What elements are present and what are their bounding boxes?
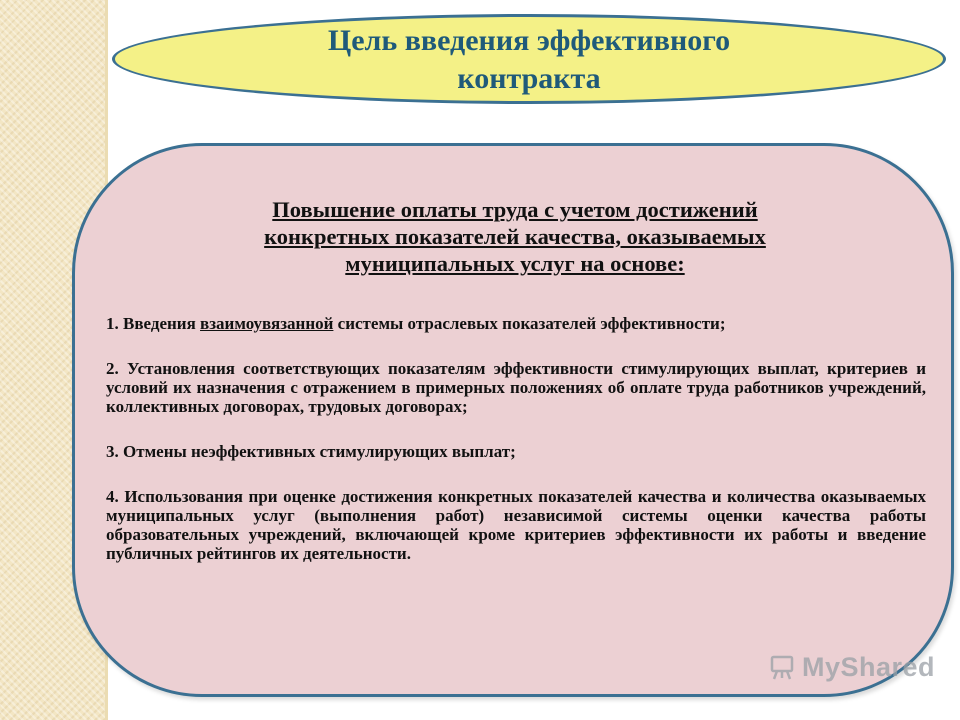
items-list [106,314,926,589]
watermark-text: MyShared [802,652,936,682]
list-item-1-before: 1. Введения [106,314,201,333]
list-item-4: 4. Использования при оценке достижения конкретных показателей качества и количества оказываемых муниципальных услуг (выполнения работ) независимой системы оценки качества работы образовательных учреждений, включающей кроме критериев эффективности их работы и введение публичных рейтингов их деятельности. [106,487,926,563]
list-item-1-underlined: взаимоувязанной [200,314,334,333]
presentation-board-icon [768,654,796,682]
list-item-1-after: системы отраслевых показателей эффективности; [333,314,726,333]
content-heading: Повышение оплаты труда с учетом достижений конкретных показателей качества, оказываемых муниципальных услуг на основе: [264,197,766,276]
list-item-2: 2. Установления соответствующих показателям эффективности стимулирующих выплат, критериев и условий их назначения с отражением в примерных положениях об оплате труда работников учреждений, коллективных договорах, трудовых договорах; [106,359,926,416]
title-oval [112,14,946,104]
content-box [72,143,954,697]
slide-title: Цель введения эффективного контракта [327,24,731,95]
list-item-1 [106,314,926,333]
watermark [768,652,935,683]
list-item-3: 3. Отмены неэффективных стимулирующих выплат; [106,442,516,461]
